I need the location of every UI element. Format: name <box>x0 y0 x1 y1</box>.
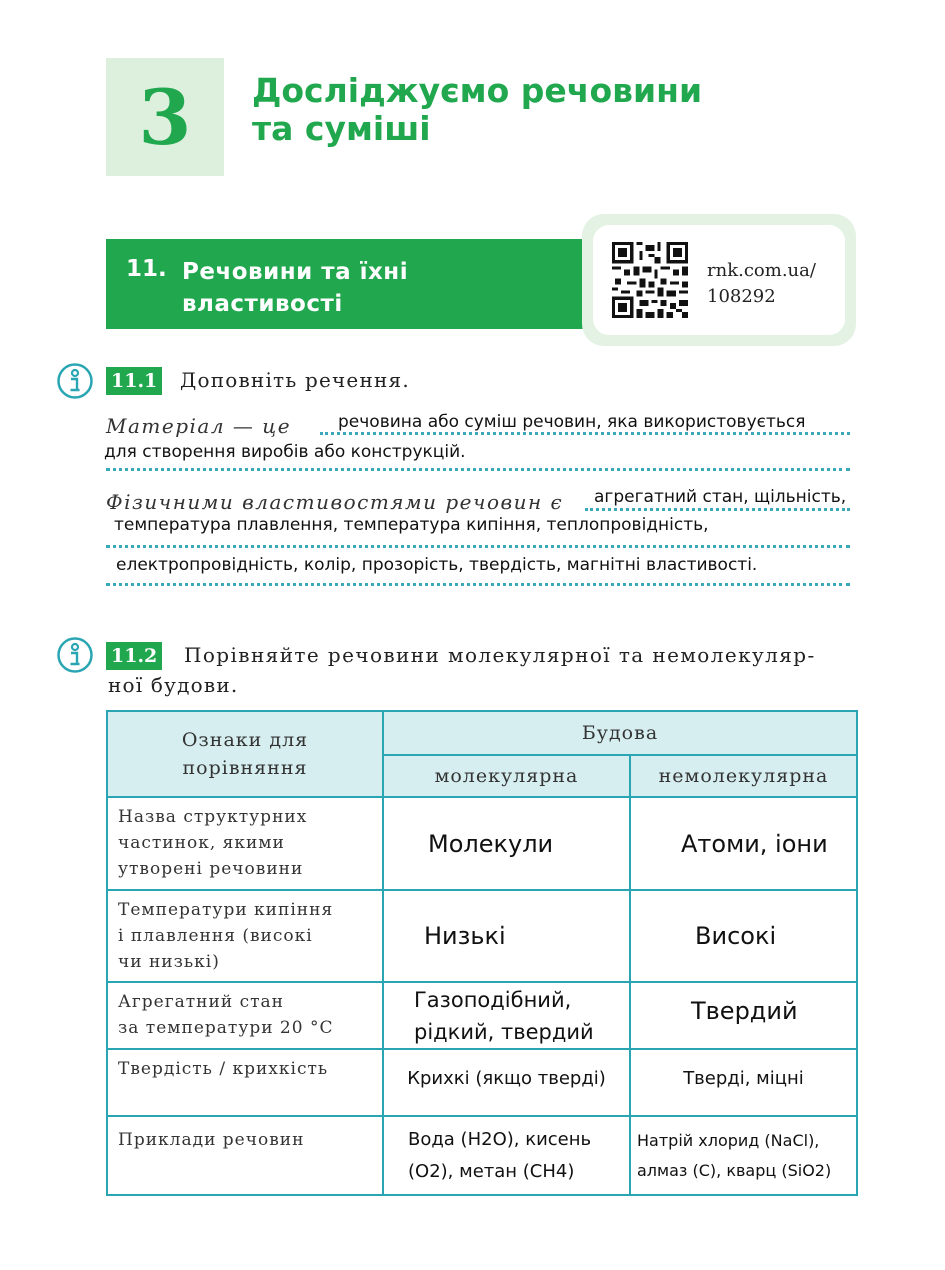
chapter-title <box>252 72 772 148</box>
row-label-line: частинок, якими <box>118 833 285 853</box>
nonmolecular-cell: Тверді, міцні <box>630 1049 857 1116</box>
row-label-line: Назва структурних <box>118 807 308 827</box>
answer-line <box>106 571 850 586</box>
row-label-line: Температури кипіння <box>118 900 334 920</box>
row-label-line: за температури 20 °С <box>118 1018 334 1038</box>
answer-line <box>585 498 850 511</box>
cell-line: Вода (H2O), кисень <box>408 1128 592 1150</box>
section-title-line1: Речовини та їхні <box>182 259 409 285</box>
physical-properties-label: Фізичними властивостями речовин є <box>106 490 564 514</box>
answer-line <box>106 533 850 548</box>
physical-answer-3: електропровідність, колір, прозорість, твердість, магнітні властивості. <box>116 555 758 575</box>
table-row <box>107 890 857 982</box>
header-nonmolecular: немолекулярна <box>630 755 857 797</box>
table-row <box>107 1116 857 1195</box>
physical-answer-2: температура плавлення, температура кипіння, теплопровідність, <box>114 515 709 535</box>
chapter-title-line2: та суміші <box>252 109 431 148</box>
material-label: Матеріал — це <box>106 414 292 438</box>
header-molecular: молекулярна <box>383 755 630 797</box>
header-structure: Будова <box>383 711 857 755</box>
resource-link[interactable] <box>707 258 816 310</box>
molecular-cell <box>383 1116 630 1195</box>
row-label-line: чи низькі) <box>118 952 220 972</box>
row-label-line: Приклади речовин <box>118 1130 305 1150</box>
cell-line: рідкий, твердий <box>414 1019 594 1044</box>
comparison-table <box>106 710 858 1196</box>
nonmolecular-cell: Атоми, іони <box>630 797 857 890</box>
header-features-line2: порівняння <box>182 757 308 779</box>
chapter-number: 3 <box>138 72 192 162</box>
material-answer-2: для створення виробів або конструкцій. <box>104 442 466 462</box>
answer-line <box>106 456 850 471</box>
section-number: 11. <box>126 256 167 282</box>
cell-line: (O2), метан (CH4) <box>408 1160 575 1182</box>
task-prompt-line1: Порівняйте речовини молекулярної та немолекуляр- <box>184 643 816 667</box>
row-label <box>107 1049 383 1116</box>
nonmolecular-cell: Твердий <box>630 982 857 1049</box>
header-features <box>107 711 383 797</box>
task-badge: 11.1 <box>106 367 162 395</box>
info-icon <box>56 636 94 674</box>
table-row <box>107 982 857 1049</box>
row-label <box>107 1116 383 1195</box>
cell-line: алмаз (C), кварц (SiO2) <box>637 1160 832 1180</box>
task-prompt: Доповніть речення. <box>180 368 410 392</box>
row-label-line: Агрегатний стан <box>118 992 284 1012</box>
molecular-cell: Низькі <box>383 890 630 982</box>
row-label <box>107 890 383 982</box>
table-row <box>107 797 857 890</box>
chapter-title-line1: Досліджуємо речовини <box>252 71 703 110</box>
info-icon <box>56 362 94 400</box>
molecular-cell: Крихкі (якщо тверді) <box>383 1049 630 1116</box>
nonmolecular-cell: Високі <box>630 890 857 982</box>
material-answer-1: речовина або суміш речовин, яка використовується <box>338 412 806 432</box>
section-title <box>182 256 542 320</box>
task-prompt-line2: ної будови. <box>108 673 239 697</box>
molecular-cell: Молекули <box>383 797 630 890</box>
header-features-line1: Ознаки для <box>181 729 309 751</box>
qr-code-icon[interactable] <box>612 242 688 318</box>
physical-answer-1: агрегатний стан, щільність, <box>594 487 847 507</box>
row-label-line: і плавлення (високі <box>118 926 313 946</box>
cell-line: Газоподібний, <box>414 987 572 1012</box>
table-row <box>107 1049 857 1116</box>
row-label <box>107 797 383 890</box>
row-label <box>107 982 383 1049</box>
cell-line: Натрій хлорид (NaCl), <box>637 1130 820 1150</box>
task-badge: 11.2 <box>106 642 162 670</box>
row-label-line: Твердість / крихкість <box>118 1059 329 1079</box>
molecular-cell <box>383 982 630 1049</box>
row-label-line: утворені речовини <box>118 859 304 879</box>
section-title-line2: властивості <box>182 291 343 317</box>
table-header-row <box>107 711 857 755</box>
resource-link-line1: rnk.com.ua/ <box>707 260 816 281</box>
resource-link-line2: 108292 <box>707 286 776 307</box>
nonmolecular-cell <box>630 1116 857 1195</box>
